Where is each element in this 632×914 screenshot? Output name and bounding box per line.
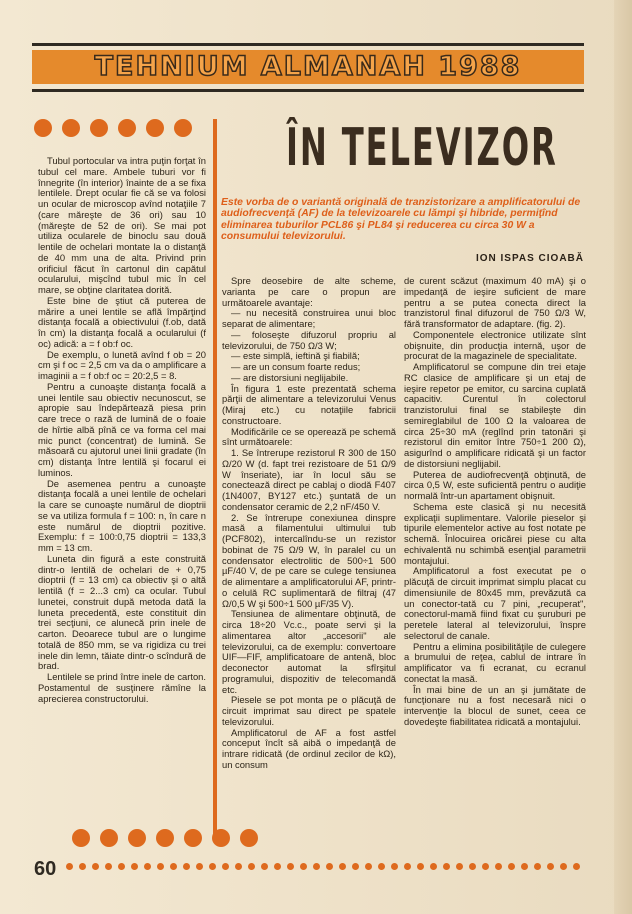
paragraph: Componentele electronice utilizate sînt obişnuite, din producţia internă, uşor de procurat de la magazinele de specialitate. bbox=[404, 328, 586, 362]
paragraph: — are un consum foarte redus; bbox=[231, 361, 361, 372]
footer-dot bbox=[456, 863, 463, 870]
orange-dot bbox=[100, 829, 118, 847]
paragraph: Pentru a cunoaşte distanţa focală a unei lentile sau obiectiv necunoscut, se apropie sau îndepărtează piesa prin care trece o rază de lumină de o foaie de hîrtie albă pînă ce va forma cel mai mic punct (concentrat) de lumină. Se măsoară cu ajutorul unei linii gradate (în cm) distanţa între lentilă şi focarul ei luminos. bbox=[38, 380, 206, 478]
orange-dot bbox=[90, 119, 108, 137]
paragraph: Este bine de ştiut că puterea de mărire a unei lentile se află împărţind distanţa focală a obiectivului (f.ob, dată în cm) la distanţa focală a ocularului (f oc) adică: a = f ob:f oc. bbox=[38, 294, 206, 349]
footer-dot bbox=[391, 863, 398, 870]
footer-dot bbox=[66, 863, 73, 870]
paragraph: Amplificatorul de AF a fost astfel conceput încît să aibă o impedanţă de intrare ridicată (de ordinul zecilor de kΩ), un consum bbox=[222, 726, 396, 770]
footer-dot bbox=[534, 863, 541, 870]
footer-dot bbox=[508, 863, 515, 870]
orange-dot bbox=[62, 119, 80, 137]
text-column-3 bbox=[404, 276, 586, 728]
paragraph: Amplificatorul a fost executat pe o plăcuţă de circuit imprimat simplu placat cu dimensiunile de 80x45 mm, prevăzută ca un conector-tată cu 7 pini, „recuperat", conectorul-mamă fiind fixat cu şuruburi pe peretele lateral al televizorului, înspre selectorul de canale. bbox=[404, 565, 586, 641]
footer-dot bbox=[560, 863, 567, 870]
paragraph: Spre deosebire de alte scheme, varianta pe care o propun are următoarele avantaje: bbox=[222, 275, 396, 308]
orange-dot bbox=[118, 119, 136, 137]
footer-dot bbox=[287, 863, 294, 870]
footer-dot bbox=[209, 863, 216, 870]
orange-dot bbox=[128, 829, 146, 847]
paragraph: — are distorsiuni neglijabile. bbox=[231, 371, 349, 383]
footer-dot bbox=[131, 863, 138, 870]
footer-dot bbox=[118, 863, 125, 870]
text-column-1 bbox=[38, 156, 206, 704]
footer-dot bbox=[352, 863, 359, 870]
header-rule-top bbox=[32, 43, 584, 46]
orange-dot bbox=[34, 119, 52, 137]
article-title: ÎN TELEVIZOR bbox=[286, 118, 558, 178]
footer-dot bbox=[170, 863, 177, 870]
footer-dot bbox=[521, 863, 528, 870]
footer-dot bbox=[274, 863, 281, 870]
footer-dot bbox=[378, 863, 385, 870]
footer-dot bbox=[196, 863, 203, 870]
footer-dot bbox=[547, 863, 554, 870]
orange-dot bbox=[212, 829, 230, 847]
page-number: 60 bbox=[34, 858, 57, 880]
footer-dot bbox=[573, 863, 580, 870]
paragraph: De asemenea pentru a cunoaşte distanţa focală a unei lentile de ochelari la care se cunoaşte numărul de dioptrii se va utiliza formula f = 100: n, în care n este numărul de dioptrii pozitive. Exemplu: f = 100:0,75 dioptrii = 133,3 mm = 13 cm. bbox=[38, 477, 206, 553]
paragraph: Modificările ce se operează pe schemă sînt următoarele: bbox=[222, 425, 396, 448]
footer-dot bbox=[313, 863, 320, 870]
footer-dot bbox=[482, 863, 489, 870]
paragraph: Lentilele se prind între inele de carton. Postamentul de susţinere rămîne la aprecierea constructorului. bbox=[38, 671, 206, 704]
footer-dot bbox=[300, 863, 307, 870]
footer-dot bbox=[144, 863, 151, 870]
paragraph: În figura 1 este prezentată schema părţii de alimentare a televizorului Venus (Miraj etc.) cu notaţiile fabricii constructoare. bbox=[222, 382, 396, 426]
orange-dot bbox=[184, 829, 202, 847]
paragraph: Piesele se pot monta pe o plăcuţă de circuit imprimat sau direct pe spatele televizorului. bbox=[222, 694, 396, 727]
footer-dot bbox=[430, 863, 437, 870]
footer-dot bbox=[326, 863, 333, 870]
footer-dot bbox=[105, 863, 112, 870]
decorative-dots-top bbox=[34, 119, 192, 137]
footer-dot bbox=[495, 863, 502, 870]
orange-dot bbox=[146, 119, 164, 137]
paragraph: Pentru a elimina posibilităţile de culegere a brumului de reţea, cablul de intrare în amplificator va fi ecranat, cu ecranul conectat la masă. bbox=[404, 640, 586, 684]
paragraph: Tubul portocular va intra puţin forţat în tubul cel mare. Ambele tuburi vor fi înnegrite (în interior) înainte de a se fixa lentilele. Drept ocular fie că se va folosi un ocular de microscop avînd notaţiile 7 (care măreşte de 36 ori) sau 10 (măreşte de 52 de ori). Se mai pot utiliza ocularele de binoclu sau două lentile de ochelari montate la o distanţă de 40 mm una de alta. Privind prin orificiul făcut în cartonul din capătul ocularului, mişcînd tubul mic în cel mare, se obţine claritatea dorită. bbox=[38, 155, 206, 295]
paragraph: În mai bine de un an şi jumătate de funcţionare nu a fost necesară nici o intervenţie la blocul de sunet, ceea ce dovedeşte fiabilitatea ridicată a montajului. bbox=[404, 683, 586, 727]
banner-title: TEHNIUM ALMANAH 1988 bbox=[94, 51, 522, 82]
orange-dot bbox=[174, 119, 192, 137]
footer-dot bbox=[365, 863, 372, 870]
paragraph: — nu necesită construirea unui bloc separat de alimentare; bbox=[222, 307, 396, 329]
footer-dot-line bbox=[66, 863, 592, 870]
text-column-2 bbox=[222, 276, 396, 771]
footer-dot bbox=[235, 863, 242, 870]
footer-dot bbox=[92, 863, 99, 870]
paragraph: — foloseşte difuzorul propriu al televizorului, de 750 Ω/3 W; bbox=[222, 328, 396, 351]
orange-dot bbox=[72, 829, 90, 847]
footer-dot bbox=[339, 863, 346, 870]
paragraph: Tensiunea de alimentare obţinută, de circa 18÷20 Vc.c., poate servi şi la alimentarea altor „accesorii" ale televizorului, ca de exemplu: convertoare UIF—FIF, amplificatoare de antenă, bloc deconector automat la sfîrşitul programului, dispozitiv de telecomandă etc. bbox=[222, 608, 396, 695]
paragraph: — este simplă, ieftină şi fiabilă; bbox=[231, 350, 360, 362]
page-fold-edge bbox=[614, 0, 632, 914]
article-intro: Este vorba de o variantă originală de tranzistorizare a amplificatorului de audiofrecvenţă (AF) de la televizoarele cu lămpi şi hibride, permiţînd eliminarea tuburilor PCL86 şi PL84 şi reducerea cu circa 30 W a consumului televizorului. bbox=[221, 197, 581, 243]
decorative-dots-bottom bbox=[72, 829, 258, 847]
paragraph: Puterea de audiofrecvenţă obţinută, de circa 0,5 W, este suficientă pentru o audiţie normală într-un apartament obişnuit. bbox=[404, 468, 586, 501]
orange-dot bbox=[240, 829, 258, 847]
footer-dot bbox=[404, 863, 411, 870]
paragraph: 1. Se întrerupe rezistorul R 300 de 150 Ω/20 W (d. fapt trei rezistoare de 51 Ω/9 W înseriate), iar în locul său se conectează direct pe cablaj o diodă F407 (1N4007, BY127 etc.) şuntată de un condensator ceramic de 2,2 nF/450 V. bbox=[222, 447, 396, 512]
footer-dot bbox=[222, 863, 229, 870]
footer-dot bbox=[469, 863, 476, 870]
footer-dot bbox=[157, 863, 164, 870]
article-author: ION ISPAS CIOABĂ bbox=[475, 253, 584, 264]
paragraph: De exemplu, o lunetă avînd f ob = 20 cm şi f oc = 2,5 cm va da o amplificare a imaginii a = f ob:f oc = 20:2,5 = 8. bbox=[38, 348, 206, 381]
footer-dot bbox=[248, 863, 255, 870]
footer-dot bbox=[443, 863, 450, 870]
footer-dot bbox=[261, 863, 268, 870]
footer-dot bbox=[183, 863, 190, 870]
paragraph: Schema este clasică şi nu necesită explicaţii suplimentare. Valorile pieselor şi tipurile elementelor active au fost notate pe schemă. Înlocuirea oricărei piese cu alta echivalentă nu schimbă esenţial parametrii montajului. bbox=[404, 500, 586, 566]
paragraph: de curent scăzut (maximum 40 mA) şi o impedanţă de ieşire suficient de mare pentru a se putea conecta direct la tranzistorul final difuzorul de 750 Ω/3 W, fără transformator de adaptare. (fig. 2). bbox=[404, 275, 586, 329]
header-rule-bottom bbox=[32, 89, 584, 92]
paragraph: 2. Se întrerupe conexiunea dinspre masă a filamentului ultimului tub (PCF802), intercalîndu-se un rezistor bobinat de 75 Ω/9 W, în paralel cu un condensator electrolitic de 500÷1 500 µF/40 V, de pe care se culege tensiunea de alimentare a amplificatorului AF, printr-o celulă RC suplimentară de filtraj (47 Ω/0,5 W şi 500÷1 500 µF/35 V). bbox=[222, 511, 396, 609]
paragraph: Luneta din figură a este construită dintr-o lentilă de ochelari de + 0,75 dioptrii (f = 13 cm) ca obiectiv şi o altă lentilă (f = 2...3 cm) ca ocular. Tubul lunetei, construit după metoda dată la luneta precedentă, este constituit din trei secţiuni, ce alunecă prin inele de carton. Deoarece tubul are o lungime totală de 850 mm, se va rigidiza cu trei inele din lemn, tăiate dintr-o scîndură de brad. bbox=[38, 552, 206, 672]
paragraph: Amplificatorul se compune din trei etaje RC clasice de amplificare şi un etaj de ieşire repetor pe emitor, cu sarcina cuplată capacitiv. Curentul în colectorul tranzistorului final se stabileşte din semireglabilul de 100 Ω la valoarea de circa 25÷30 mA (reglînd prin tatonări şi rezistorul din emitor între 750÷1 200 Ω), asigurînd o amplificare ridicată şi un factor de distorsiuni neglijabil. bbox=[404, 361, 586, 469]
column-divider bbox=[213, 119, 217, 837]
footer-dot bbox=[79, 863, 86, 870]
footer-dot bbox=[417, 863, 424, 870]
orange-dot bbox=[156, 829, 174, 847]
